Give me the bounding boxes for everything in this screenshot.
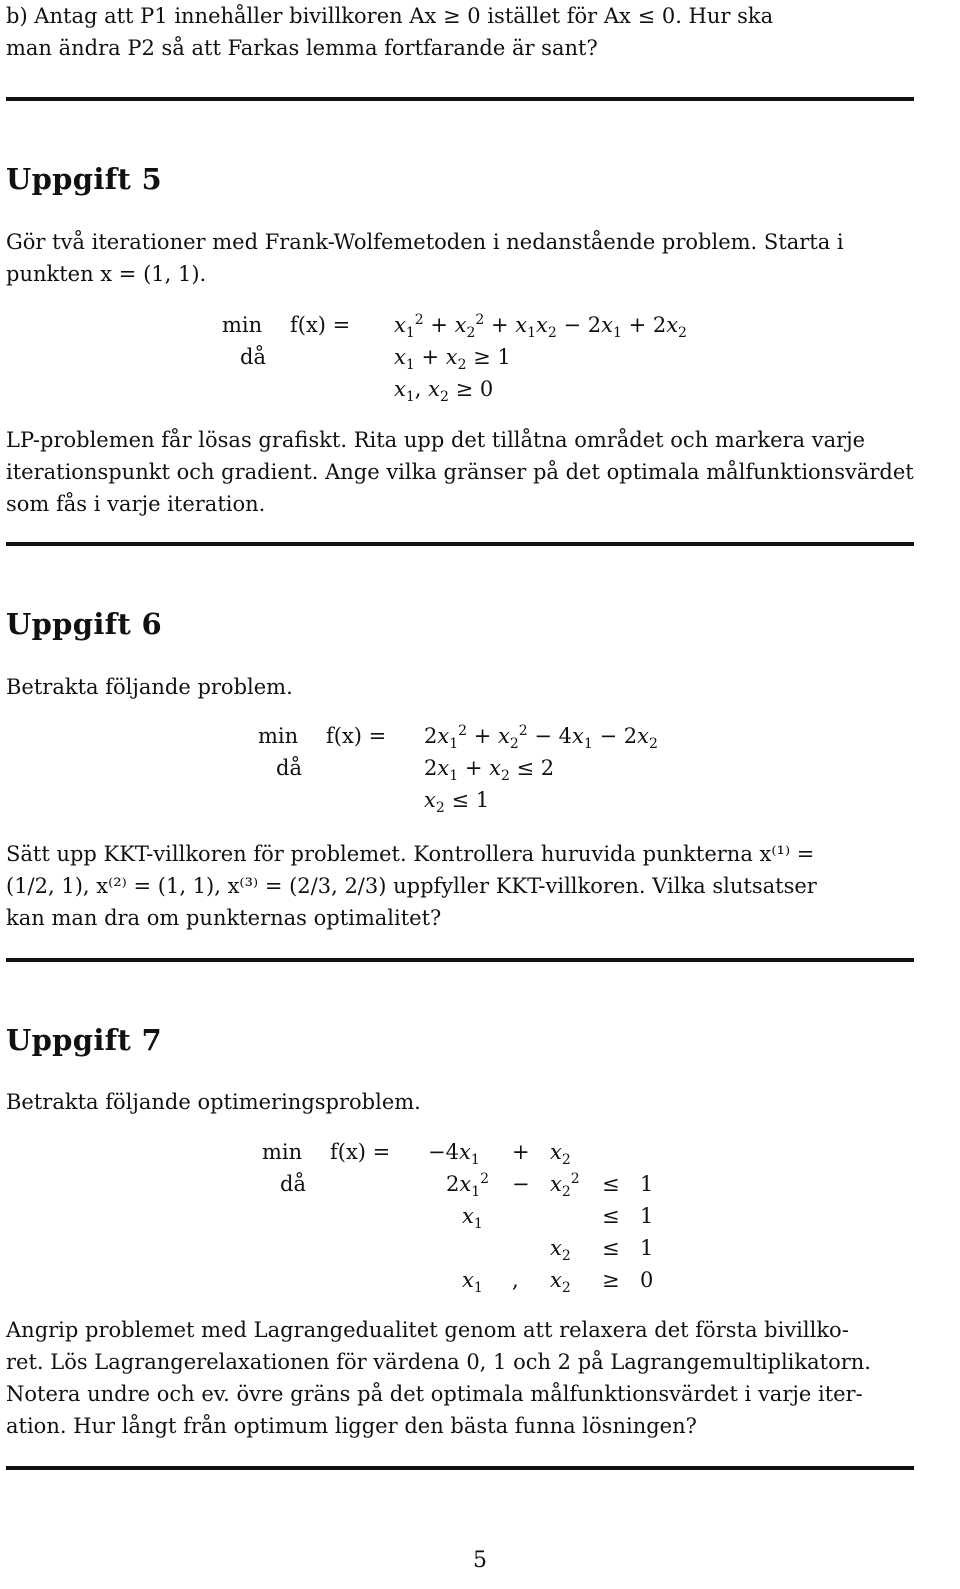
task7-c3-rel: ≤	[602, 1236, 620, 1260]
task6-after-line-1: Sätt upp KKT-villkoren för problemet. Kontrollera huruvida punkterna x⁽¹⁾ =	[6, 842, 815, 866]
task7-c3-rhs: 1	[640, 1236, 654, 1260]
task7-c2-rhs: 1	[640, 1204, 654, 1228]
task5-objective-rhs: $x_1^2 + x_2^2 + x_1x_2 - 2x_1 + 2x_2$	[394, 312, 687, 342]
task7-after-line-2: ret. Lös Lagrangerelaxationen för värdena 0, 1 och 2 på Lagrangemultiplikatorn.	[6, 1350, 871, 1374]
task7-c2-term: $x_1$	[462, 1204, 483, 1233]
task5-intro-line-2: punkten x = (1, 1).	[6, 262, 207, 286]
task7-c1-op: −	[512, 1172, 530, 1196]
task7-min-label: min	[262, 1140, 303, 1164]
task7-da-label: då	[280, 1172, 306, 1196]
task7-c4-sep: ,	[512, 1268, 519, 1292]
task7-objective-lhs: f(x) =	[330, 1140, 391, 1164]
task5-after-line-1: LP-problemen får lösas grafiskt. Rita upp det tillåtna området och markera varje	[6, 428, 866, 452]
task5-objective-lhs: f(x) =	[290, 313, 351, 337]
task7-c4-term-2: $x_2$	[550, 1268, 571, 1297]
task7-after-line-1: Angrip problemet med Lagrangedualitet genom att relaxera det första bivillko-	[6, 1318, 849, 1342]
section-divider	[6, 542, 914, 546]
task6-heading: Uppgift 6	[6, 607, 162, 641]
task6-min-label: min	[258, 724, 299, 748]
task5-da-label: då	[240, 345, 266, 369]
task6-objective-rhs: $2x_1^2 + x_2^2 - 4x_1 - 2x_2$	[424, 723, 658, 753]
task6-constraint-1: $2x_1 + x_2 \le 2$	[424, 756, 555, 785]
task7-intro: Betrakta följande optimeringsproblem.	[6, 1090, 421, 1114]
task7-after-line-3: Notera undre och ev. övre gräns på det optimala målfunktionsvärdet i varje iter-	[6, 1382, 863, 1406]
task6-intro: Betrakta följande problem.	[6, 675, 293, 699]
section-divider	[6, 958, 914, 962]
task7-c4-term-1: $x_1$	[462, 1268, 483, 1297]
task7-c2-rel: ≤	[602, 1204, 620, 1228]
task5-after-line-2: iterationspunkt och gradient. Ange vilka gränser på det optimala målfunktionsvärdet	[6, 460, 914, 484]
task6-da-label: då	[276, 756, 302, 780]
page-number: 5	[473, 1548, 487, 1573]
task6-constraint-2: $x_2 \le 1$	[424, 788, 490, 817]
task5-constraint-2: $x_1$, $x_2 \ge 0$	[394, 377, 494, 406]
task7-objective-term-1: $-4x_1$	[428, 1140, 480, 1169]
task5-constraint-1: $x_1 + x_2 \ge 1$	[394, 345, 511, 374]
task7-c1-rhs: 1	[640, 1172, 654, 1196]
task5-heading: Uppgift 5	[6, 162, 162, 196]
task6-objective-lhs: f(x) =	[326, 724, 387, 748]
task7-objective-term-2: $x_2$	[550, 1140, 571, 1169]
section-divider	[6, 97, 914, 101]
part-b-line-1: b) Antag att P1 innehåller bivillkoren Ax ≥ 0 istället för Ax ≤ 0. Hur ska	[6, 4, 774, 28]
task7-c3-term: $x_2$	[550, 1236, 571, 1265]
task7-c4-rhs: 0	[640, 1268, 654, 1292]
task7-objective-op: +	[512, 1140, 530, 1164]
task6-after-line-3: kan man dra om punkternas optimalitet?	[6, 906, 442, 930]
task7-c4-rel: ≥	[602, 1268, 620, 1292]
task7-c1-rel: ≤	[602, 1172, 620, 1196]
section-divider	[6, 1466, 914, 1470]
task7-c1-term-2: $x_2^2$	[550, 1171, 580, 1201]
task6-after-line-2: (1/2, 1), x⁽²⁾ = (1, 1), x⁽³⁾ = (2/3, 2/3) uppfyller KKT-villkoren. Vilka slutsatser	[6, 874, 817, 898]
task5-after-line-3: som fås i varje iteration.	[6, 492, 266, 516]
task5-min-label: min	[222, 313, 263, 337]
task7-c1-term-1: $2x_1^2$	[446, 1171, 490, 1201]
task7-heading: Uppgift 7	[6, 1023, 162, 1057]
part-b-line-2: man ändra P2 så att Farkas lemma fortfarande är sant?	[6, 36, 598, 60]
task5-intro-line-1: Gör två iterationer med Frank-Wolfemetoden i nedanstående problem. Starta i	[6, 230, 844, 254]
task7-after-line-4: ation. Hur långt från optimum ligger den bästa funna lösningen?	[6, 1414, 697, 1438]
